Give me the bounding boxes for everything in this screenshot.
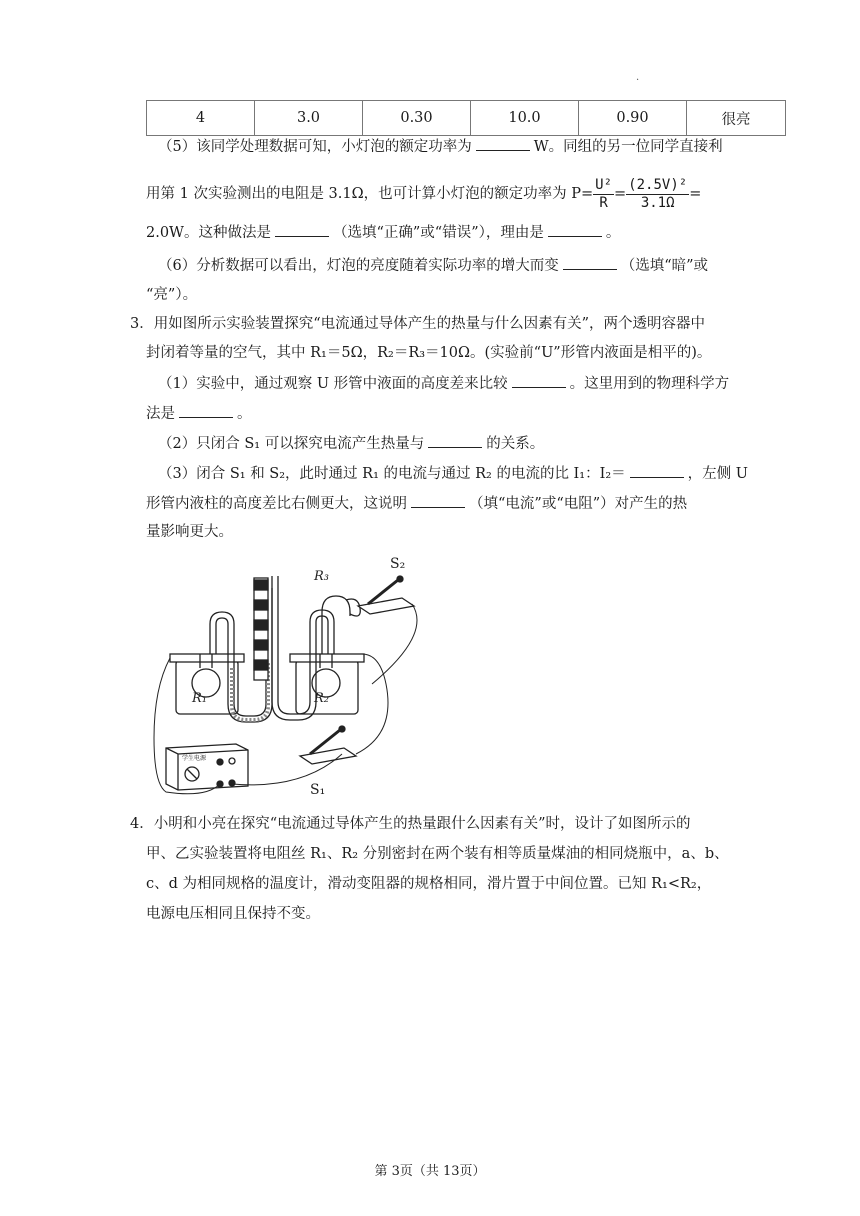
text: （6）分析数据可以看出，灯泡的亮度随着实际功率的增大而变 — [158, 258, 559, 274]
text: 。这里用到的物理科学方 — [569, 376, 730, 392]
power-supply — [166, 744, 248, 790]
equals-sign: = — [614, 186, 627, 202]
q4-stem-line4: 电源电压相同且保持不变。 — [146, 906, 320, 922]
switch-s2 — [358, 556, 414, 614]
q2-part5-line1 — [158, 136, 723, 157]
table-cell: 0.30 — [363, 101, 471, 136]
table-cell: 0.90 — [579, 101, 687, 136]
data-table-row — [146, 100, 786, 136]
text: （填“电流”或“电阻”）对产生的热 — [469, 496, 688, 512]
text: 2.0W。这种做法是 — [146, 225, 271, 241]
q4-stem-line1: 4．小明和小亮在探究“电流通过导体产生的热量跟什么因素有关”时，设计了如图所示的 — [130, 816, 691, 832]
experiment-apparatus-figure — [150, 548, 440, 808]
table-cell: 3.0 — [255, 101, 363, 136]
answer-blank[interactable] — [275, 222, 329, 237]
fraction-numerator: U² — [595, 176, 613, 193]
label-r3: R₃ — [314, 569, 329, 584]
text: 。 — [605, 225, 621, 241]
text: （选填“暗”或 — [620, 258, 709, 274]
text: （2）只闭合 S₁ 可以探究电流产生热量与 — [158, 436, 425, 452]
label-r1: R₁ — [192, 691, 207, 706]
q4-stem-line2: 甲、乙实验装置将电阻丝 R₁、R₂ 分别密封在两个装有相等质量煤油的相同烧瓶中，a、b、 — [146, 846, 729, 862]
q2-part6-line1 — [158, 255, 708, 276]
table-cell: 很亮 — [687, 101, 786, 136]
fraction-numerator: (2.5V)² — [628, 176, 688, 193]
q3-part3-line1 — [158, 463, 748, 484]
table-cell: 10.0 — [471, 101, 579, 136]
scale-ruler — [254, 578, 268, 680]
q3-stem-line1: 3．用如图所示实验装置探究“电流通过导体产生的热量与什么因素有关”，两个透明容器中 — [130, 316, 706, 332]
answer-blank[interactable] — [428, 433, 482, 448]
q3-stem-line2: 封闭着等量的空气，其中 R₁＝5Ω，R₂＝R₃＝10Ω。(实验前“U”形管内液面是相平的)。 — [146, 345, 712, 361]
fraction-denominator: R — [599, 194, 608, 211]
text: 用第 1 次实验测出的电阻是 3.1Ω，也可计算小灯泡的额定功率为 P= — [146, 186, 594, 202]
text: 。 — [237, 406, 252, 422]
q3-part3-line3: 量影响更大。 — [146, 524, 233, 540]
q2-part5-line3 — [146, 222, 620, 243]
fraction-power-values — [626, 177, 689, 212]
label-r2: R₂ — [314, 691, 329, 706]
answer-blank[interactable] — [179, 403, 233, 418]
text: （选填“正确”或“错误”），理由是 — [332, 225, 544, 241]
answer-blank[interactable] — [411, 493, 465, 508]
answer-blank[interactable] — [476, 136, 530, 151]
q3-part1-line1 — [158, 373, 729, 394]
text: 法是 — [146, 406, 175, 422]
page-footer: 第 3页（共 13页） — [374, 1164, 486, 1179]
resistor-r3 — [313, 569, 360, 654]
text: ，左侧 U — [687, 466, 748, 482]
q3-part2 — [158, 433, 544, 454]
fraction-power-formula — [593, 177, 614, 212]
header-dot: . — [636, 72, 640, 83]
switch-s1 — [300, 726, 356, 798]
answer-blank[interactable] — [512, 373, 566, 388]
q3-part3-line2 — [146, 493, 687, 514]
q4-stem-line3: c、d 为相同规格的温度计，滑动变阻器的规格相同，滑片置于中间位置。已知 R₁<R₂， — [146, 876, 712, 892]
answer-blank[interactable] — [563, 255, 617, 270]
answer-blank[interactable] — [548, 222, 602, 237]
fraction-denominator: 3.1Ω — [640, 194, 675, 211]
table-cell: 4 — [147, 101, 255, 136]
text: （5）该同学处理数据可知，小灯泡的额定功率为 — [158, 139, 472, 155]
equals-sign: = — [689, 186, 702, 202]
answer-blank[interactable] — [630, 463, 684, 478]
text: 的关系。 — [486, 436, 545, 452]
label-s1: S₁ — [310, 782, 326, 798]
text: W。同组的另一位同学直接利 — [533, 139, 723, 155]
text: 形管内液柱的高度差比右侧更大，这说明 — [146, 496, 407, 512]
supply-label: 学生电源 — [182, 755, 207, 762]
label-s2: S₂ — [390, 556, 406, 572]
text: （1）实验中，通过观察 U 形管中液面的高度差来比较 — [158, 376, 508, 392]
table-row — [147, 101, 786, 136]
q3-part1-line2 — [146, 403, 252, 424]
q2-part5-line2 — [146, 176, 701, 212]
text: （3）闭合 S₁ 和 S₂，此时通过 R₁ 的电流与通过 R₂ 的电流的比 I₁：I₂＝ — [158, 466, 626, 482]
q2-part6-line2: “亮”）。 — [146, 287, 198, 303]
